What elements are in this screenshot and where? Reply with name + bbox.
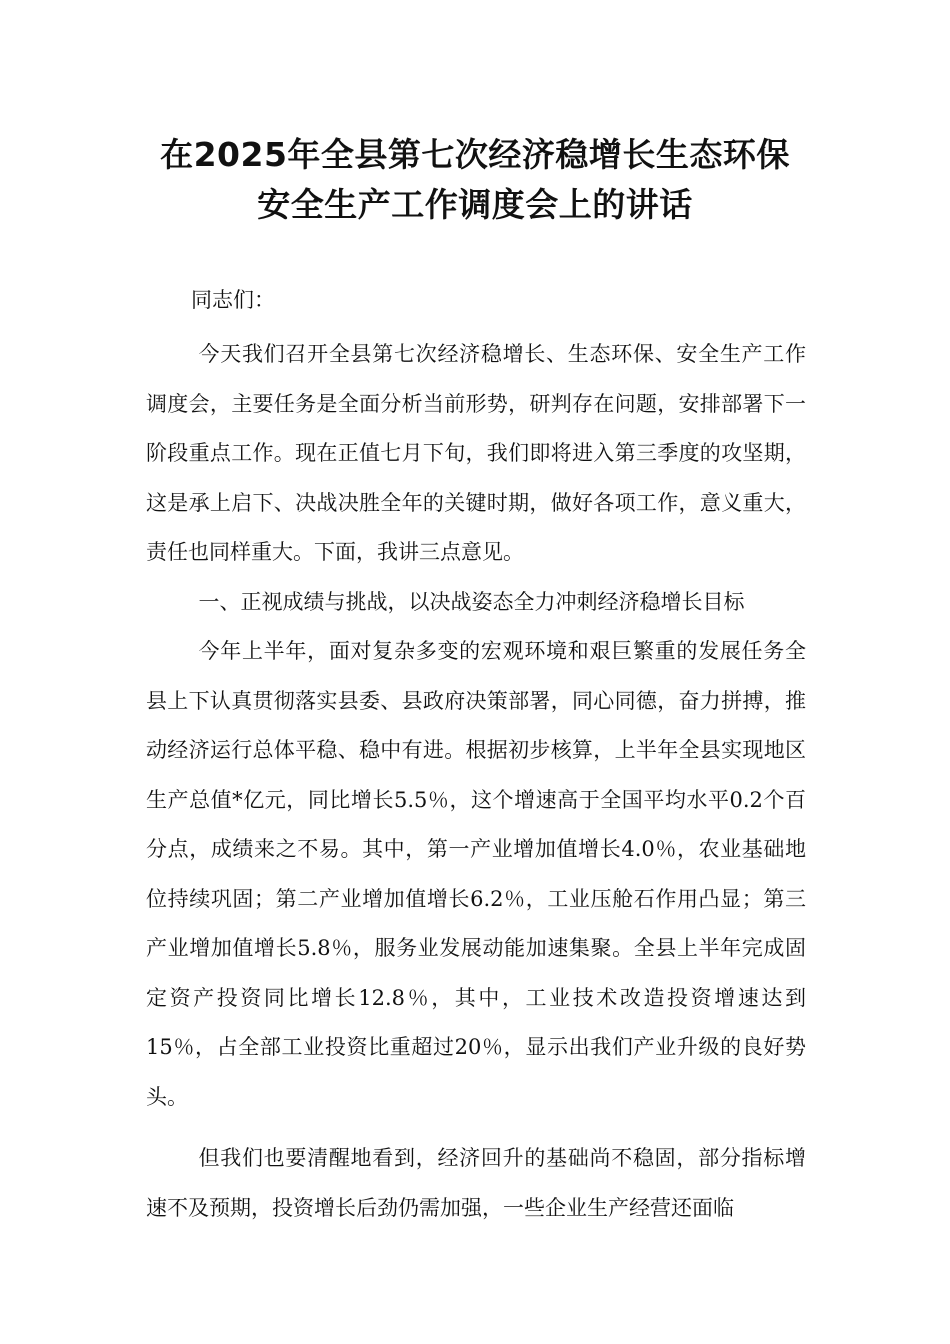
paragraph-achievements: 今年上半年，面对复杂多变的宏观环境和艰巨繁重的发展任务全县上下认真贯彻落实县委、县政府决策部署，同心同德，奋力拼搏，推动经济运行总体平稳、稳中有进。根据初步核算，上半年全县实现地区生产总值*亿元，同比增长5.5％，这个增速高于全国平均水平0.2个百分点，成绩来之不易。其中，第一产业增加值增长4.0％，农业基础地位持续巩固；第二产业增加值增长6.2％，工业压舱石作用凸显；第三产业增加值增长5.8％，服务业发展动能加速集聚。全县上半年完成固定资产投资同比增长12.8％，其中，工业技术改造投资增速达到15％，占全部工业投资比重超过20％，显示出我们产业升级的良好势头。: [146, 639, 806, 1109]
salutation: 同志们：: [191, 288, 275, 312]
section-heading-1: 一、正视成绩与挑战，以决战姿态全力冲刺经济稳增长目标: [198, 589, 745, 614]
document-title-line-2: 安全生产工作调度会上的讲话: [257, 185, 693, 224]
paragraph-intro: 今天我们召开全县第七次经济稳增长、生态环保、安全生产工作调度会，主要任务是全面分析当前形势，研判存在问题，安排部署下一阶段重点工作。现在正值七月下旬，我们即将进入第三季度的攻坚期，这是承上启下、决战决胜全年的关键时期，做好各项工作，意义重大，责任也同样重大。下面，我讲三点意见。: [146, 342, 806, 564]
paragraph-challenges: 但我们也要清醒地看到，经济回升的基础尚不稳固，部分指标增速不及预期，投资增长后劲仍需加强，一些企业生产经营还面临: [146, 1146, 806, 1220]
document-title-line-1: 在2025年全县第七次经济稳增长生态环保: [160, 135, 790, 174]
document-body: [146, 330, 806, 1233]
paragraph-gap: [146, 1122, 806, 1134]
